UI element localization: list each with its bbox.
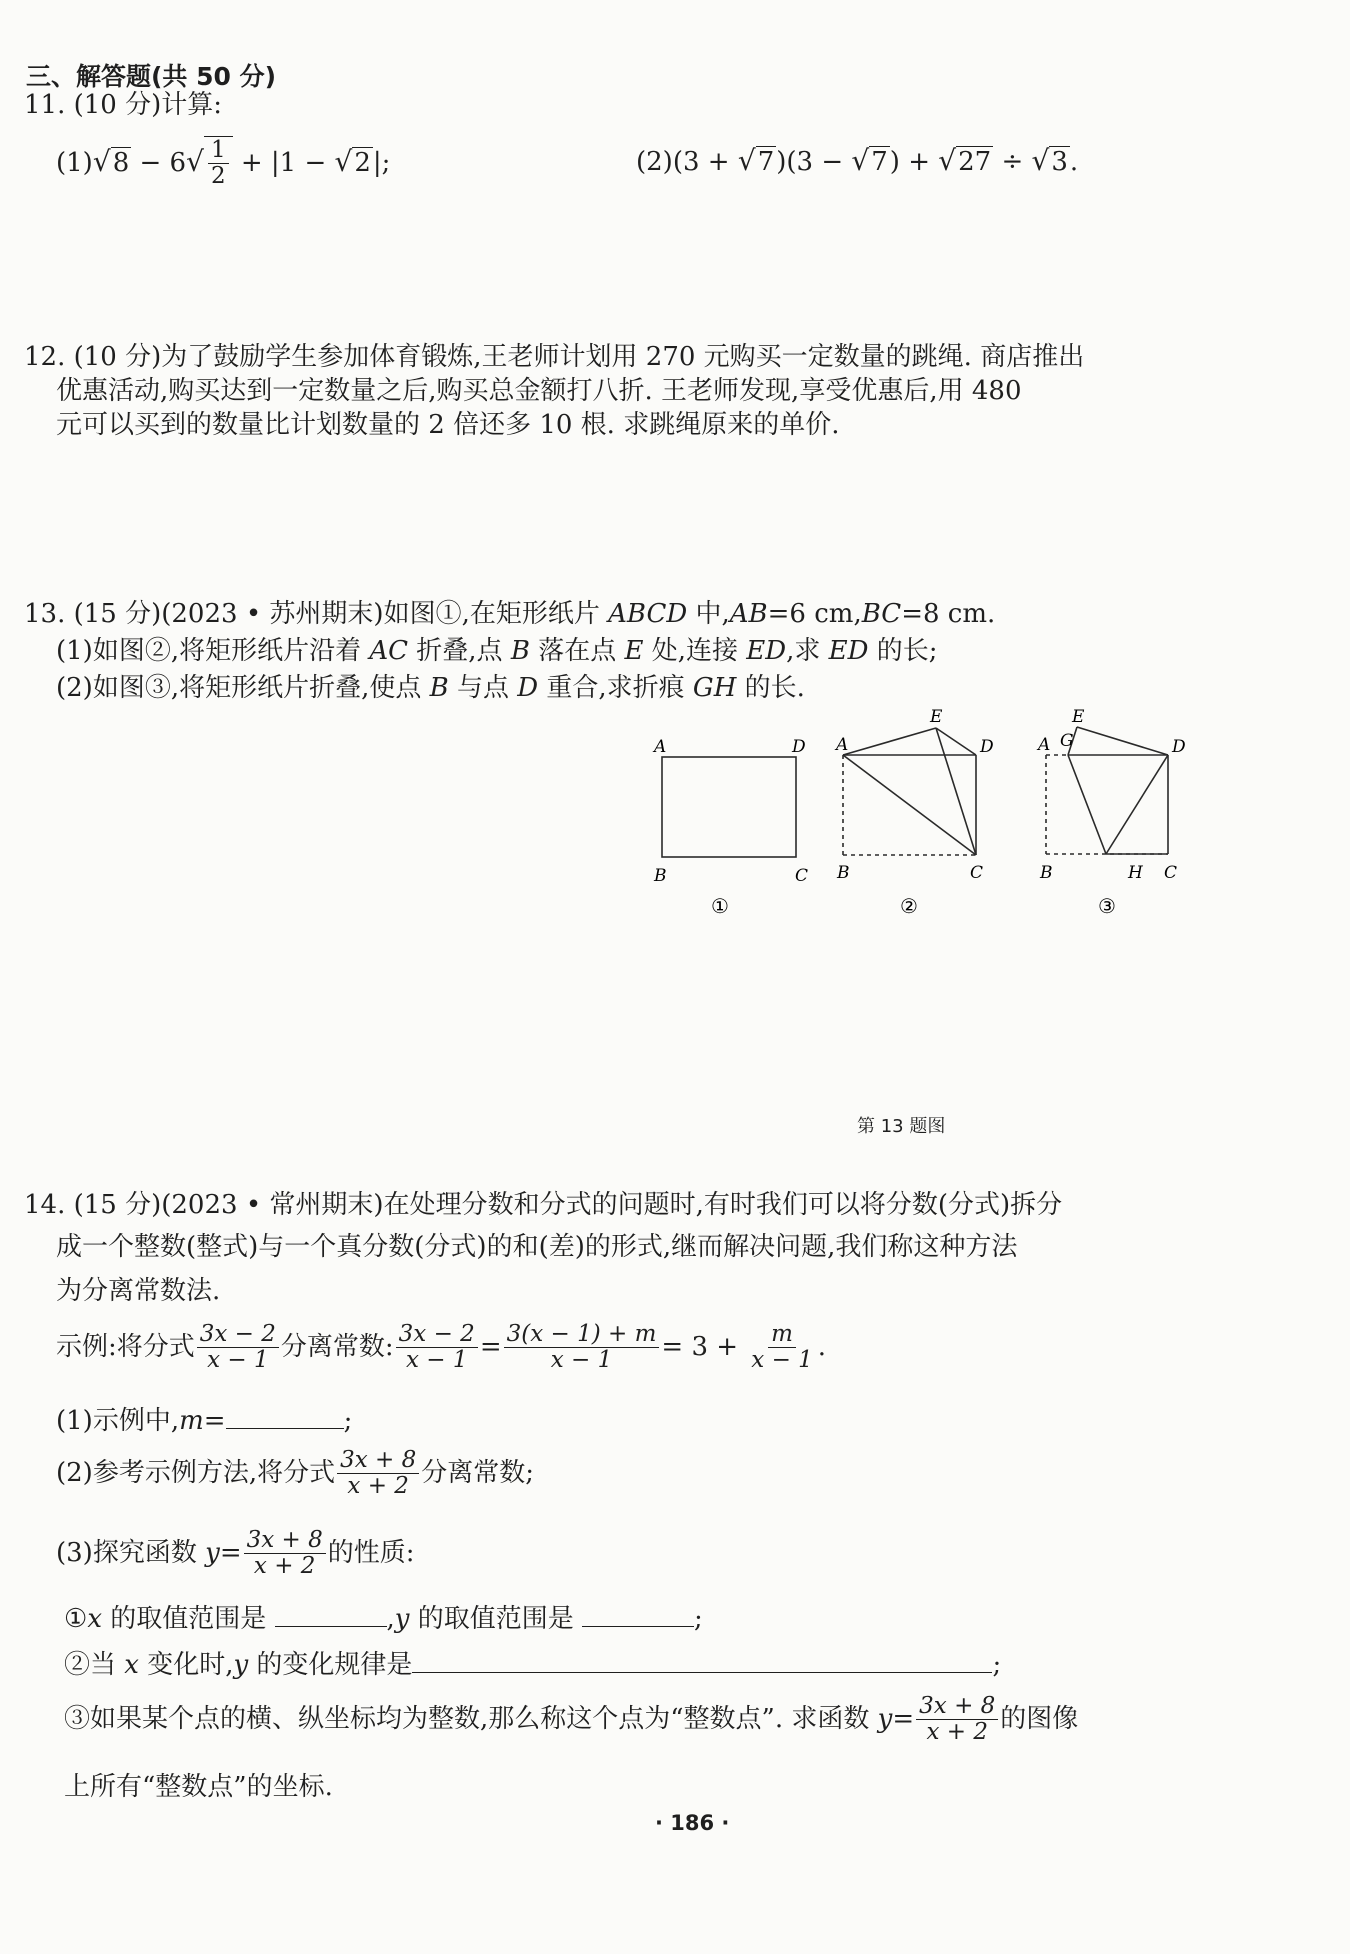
q14-sub2: ②当 x 变化时,y 的变化规律是 ; xyxy=(64,1646,1001,1685)
fig3-number: ③ xyxy=(1098,894,1116,918)
fig1-label-b: B xyxy=(654,866,667,886)
answer-blank-y-range[interactable] xyxy=(582,1600,694,1627)
q13-line1: 13. (15 分)(2023 • 苏州期末)如图①,在矩形纸片 ABCD 中,AB=6 cm,BC=8 cm. xyxy=(24,599,996,629)
fig2-number: ② xyxy=(900,894,918,918)
fig3-label-d: D xyxy=(1172,737,1186,757)
answer-blank-pattern[interactable] xyxy=(412,1646,992,1673)
answer-blank-m[interactable] xyxy=(226,1402,344,1429)
q14-sub3-cont: 上所有“整数点”的坐标. xyxy=(64,1772,333,1802)
q12-line2: 优惠活动,购买达到一定数量之后,购买总金额打八折. 王老师发现,享受优惠后,用 480 xyxy=(56,376,1022,406)
figure-1-rectangle xyxy=(662,757,796,857)
fig3-label-h: H xyxy=(1128,863,1143,883)
q14-example: 示例:将分式 $\frac{3x - 2}{x - 1}$ 分离常数: $\frac{3x - 2}{x - 1}$ = $\frac{3(x - 1) + m}{x - 1}$ = 3 + $\frac{m}{x - 1}$ . xyxy=(56,1321,827,1374)
q14-line1: 14. (15 分)(2023 • 常州期末)在处理分数和分式的问题时,有时我们可以将分数(分式)拆分 xyxy=(24,1190,1063,1220)
fig2-label-a: A xyxy=(836,735,849,755)
q12-line1: 12. (10 分)为了鼓励学生参加体育锻炼,王老师计划用 270 元购买一定数量的跳绳. 商店推出 xyxy=(24,342,1085,372)
q14-part1: (1)示例中,m= ; xyxy=(56,1402,352,1441)
q11-part2: (2)(3 + √7)(3 − √7) + √27 ÷ √3. xyxy=(636,144,1079,177)
section-title: 三、解答题(共 50 分) xyxy=(26,62,277,91)
figure-2-fold xyxy=(843,728,976,855)
q14-part2: (2)参考示例方法,将分式 $\frac{3x + 8}{x + 2}$ 分离常数; xyxy=(56,1447,535,1500)
fig3-label-g: G xyxy=(1060,731,1074,751)
fig1-label-c: C xyxy=(795,866,809,886)
q13-part1: (1)如图②,将矩形纸片沿着 AC 折叠,点 B 落在点 E 处,连接 ED,求 ED 的长; xyxy=(56,636,938,666)
fig1-label-a: A xyxy=(654,737,667,757)
fig1-label-d: D xyxy=(792,737,806,757)
q14-line3: 为分离常数法. xyxy=(56,1276,221,1306)
fig3-label-e: E xyxy=(1072,707,1085,727)
fig3-label-c: C xyxy=(1164,863,1178,883)
fig2-label-b: B xyxy=(837,863,850,883)
fig1-number: ① xyxy=(711,894,729,918)
q11-part1: (1)√8 − 6√ $\frac{1}{2}$ + |1 − √2|; xyxy=(56,137,391,190)
figure-caption: 第 13 题图 xyxy=(857,1116,946,1137)
q12-line3: 元可以买到的数量比计划数量的 2 倍还多 10 根. 求跳绳原来的单价. xyxy=(56,410,840,440)
q14-sub1: ①x 的取值范围是 ,y 的取值范围是 ; xyxy=(64,1600,703,1639)
q13-figure xyxy=(640,700,1200,918)
q13-part2: (2)如图③,将矩形纸片折叠,使点 B 与点 D 重合,求折痕 GH 的长. xyxy=(56,673,805,703)
fig2-label-d: D xyxy=(980,737,994,757)
q14-sub3: ③如果某个点的横、纵坐标均为整数,那么称这个点为“整数点”. 求函数 y= $\frac{3x + 8}{x + 2}$ 的图像 xyxy=(64,1693,1079,1746)
q11-head: 11. (10 分)计算: xyxy=(24,90,223,120)
fig2-label-e: E xyxy=(930,707,943,727)
answer-blank-x-range[interactable] xyxy=(275,1600,387,1627)
page-number: · 186 · xyxy=(655,1811,730,1835)
q14-part3: (3)探究函数 y= $\frac{3x + 8}{x + 2}$ 的性质: xyxy=(56,1527,415,1580)
fig3-label-a: A xyxy=(1038,735,1051,755)
fig2-label-c: C xyxy=(970,863,984,883)
q14-line2: 成一个整数(整式)与一个真分数(分式)的和(差)的形式,继而解决问题,我们称这种方法 xyxy=(56,1232,1018,1262)
fig3-label-b: B xyxy=(1040,863,1053,883)
